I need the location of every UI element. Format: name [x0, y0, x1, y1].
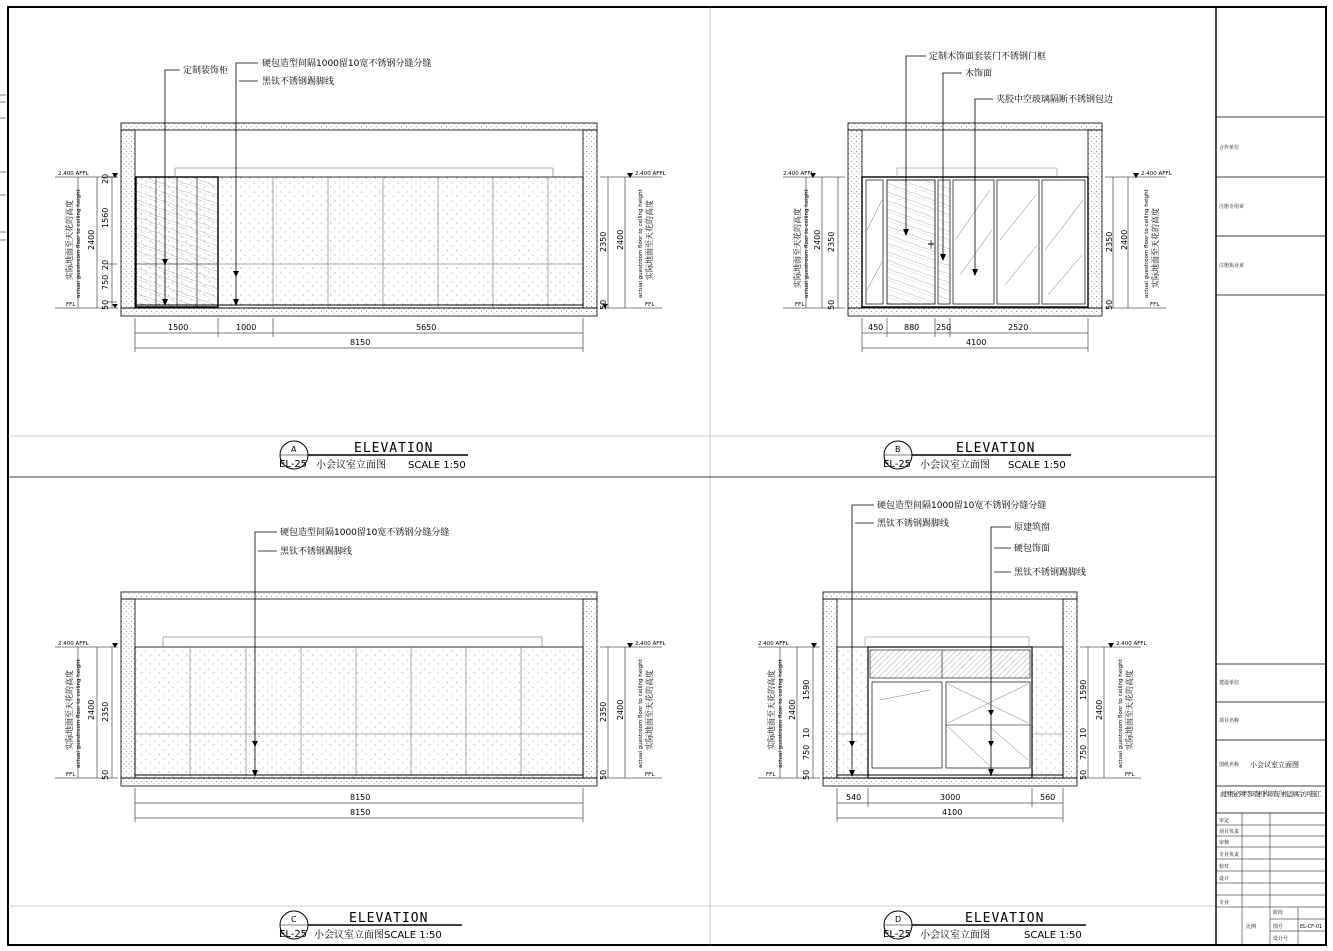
dim-d-l2: 10 [802, 727, 811, 738]
callout-a-1: 定制装饰柜 [183, 66, 229, 76]
callout-c-2: 黑钛不锈钢踢脚线 [280, 547, 353, 557]
dim-a-r-total: 2400 [616, 229, 625, 250]
callout-d-1: 硬包造型间隔1000留10宽不锈钢分缝分缝 [877, 501, 1047, 511]
tb-role-review: 审核 [1219, 840, 1230, 846]
tb-drawing-no-label: 图号 [1273, 924, 1284, 930]
subtitle-c: 小会议室立面图SCALE 1:50 [314, 930, 442, 941]
marker-d-ref: EL-25 [883, 929, 912, 940]
ffl-a-left: FFL [66, 302, 76, 308]
subtitle-b: 小会议室立面图 [920, 460, 990, 471]
ffl-d-right: FFL [1125, 772, 1135, 778]
callout-d-2: 黑钛不锈钢踢脚线 [877, 519, 950, 529]
dim-c-r2: 50 [599, 769, 608, 780]
callout-d-4: 硬包饰面 [1014, 544, 1051, 554]
side-note-cn-d-r: 实际地面至天花的高度 [1125, 670, 1134, 750]
dim-b-r-total: 2400 [1120, 229, 1129, 250]
dim-d-r4: 50 [1079, 769, 1088, 780]
marker-b-ref: EL-25 [883, 459, 912, 470]
subtitle-d: 小会议室立面图 [920, 930, 990, 941]
dim-d-r-total: 2400 [1095, 699, 1104, 720]
dim-a-b3: 5650 [416, 323, 437, 332]
level-top-c-left: 2.400 AFFL [58, 641, 89, 647]
side-note-cn-b-r: 实际地面至天花的高度 [1151, 208, 1160, 288]
dim-a-l3: 20 [101, 259, 110, 270]
level-top-b-left: 2.400 AFFL [783, 171, 814, 177]
marker-c-id: C [291, 915, 297, 924]
level-top-b-right: 2.400 AFFL [1141, 171, 1172, 177]
dim-b-b3: 250 [936, 323, 952, 332]
dim-c-total: 8150 [350, 808, 371, 817]
marker-a-id: A [291, 445, 297, 454]
dim-a-l5: 50 [101, 299, 110, 310]
dim-d-total: 4100 [942, 808, 963, 817]
height-total-d: 2400 [788, 699, 797, 720]
tb-cooperating-unit: 合作单位 [1219, 145, 1240, 151]
dim-d-r2: 10 [1079, 727, 1088, 738]
scale-d: SCALE 1:50 [1024, 930, 1082, 941]
dim-b-total: 4100 [966, 338, 987, 347]
tb-drawing-no: EL-CF-01 [1300, 924, 1323, 930]
tb-drawing-name: 小会议室立面图 [1250, 761, 1299, 769]
dim-b-b1: 450 [868, 323, 884, 332]
dim-a-l4: 750 [101, 274, 110, 290]
level-top-c-right: 2.400 AFFL [635, 641, 666, 647]
level-top-d-right: 2.400 AFFL [1116, 641, 1147, 647]
level-top-a-left: 2.400 AFFL [58, 171, 89, 177]
tb-client: 建设单位 [1219, 680, 1240, 686]
dim-d-b3: 560 [1040, 793, 1056, 802]
side-note-cn-c: 实际地面至天花的高度 [65, 670, 74, 750]
elevation-c [55, 526, 667, 941]
dim-c-r1: 2350 [599, 701, 608, 722]
ffl-b-left: FFL [795, 302, 805, 308]
dim-b-b4: 2520 [1008, 323, 1029, 332]
elevation-b [783, 50, 1173, 471]
title-block [1216, 117, 1326, 945]
tb-registered-seal: 注册专用章 [1219, 204, 1245, 210]
side-note-en-d: actual guestroom floor to ceiling height [778, 659, 784, 768]
tb-role-discipline: 专业 [1219, 900, 1230, 906]
dim-a-r1: 2350 [599, 231, 608, 252]
side-note-en-a: actual guestroom floor to ceiling height [76, 189, 82, 298]
callout-b-2: 木饰面 [965, 69, 993, 79]
title-d: ELEVATION [965, 911, 1045, 926]
dim-b-l1: 2350 [827, 231, 836, 252]
tb-project-name: 项目名称 [1219, 718, 1240, 724]
dim-b-l2: 50 [827, 299, 836, 310]
subtitle-a: 小会议室立面图 [316, 460, 386, 471]
callout-b-3: 夹胶中空玻璃隔断不锈钢包边 [996, 95, 1114, 105]
tb-drawing-name-label: 图纸名称 [1219, 762, 1240, 768]
side-note-cn-d: 实际地面至天花的高度 [767, 670, 776, 750]
dim-d-b2: 3000 [940, 793, 961, 802]
ffl-b-right: FFL [1150, 302, 1160, 308]
dim-d-l4: 50 [802, 769, 811, 780]
scale-a: SCALE 1:50 [408, 460, 466, 471]
height-total-a: 2400 [87, 229, 96, 250]
callout-a-3: 黑钛不锈钢踢脚线 [262, 77, 335, 87]
tb-stage-label: 阶段 [1273, 910, 1284, 916]
title-a: ELEVATION [354, 441, 434, 456]
callout-d-5: 黑钛不锈钢踢脚线 [1014, 568, 1087, 578]
dim-b-r2: 50 [1105, 299, 1114, 310]
dim-a-l1: 20 [101, 173, 110, 184]
side-note-cn-c-r: 实际地面至天花的高度 [645, 670, 654, 750]
callout-c-1: 硬包造型间隔1000留10宽不锈钢分缝分缝 [280, 528, 450, 538]
dim-d-r3: 750 [1079, 744, 1088, 760]
tb-role-approve: 审定 [1219, 818, 1230, 824]
side-note-cn-a-r: 实际地面至天花的高度 [645, 200, 654, 280]
side-note-en-a-r: actual guestroom floor to ceiling height [638, 189, 644, 298]
dim-a-total: 8150 [350, 338, 371, 347]
dim-d-r1: 1590 [1079, 679, 1088, 700]
dim-a-b1: 1500 [168, 323, 189, 332]
side-note-en-c-r: actual guestroom floor to ceiling height [638, 659, 644, 768]
marker-d-id: D [895, 915, 902, 924]
dim-a-b2: 1000 [236, 323, 257, 332]
callout-d-3: 原建筑窗 [1014, 523, 1051, 533]
ffl-a-right: FFL [645, 302, 655, 308]
marker-b-id: B [895, 445, 901, 454]
ffl-c-left: FFL [66, 772, 76, 778]
ffl-d-left: FFL [766, 772, 776, 778]
side-note-en-b-r: actual guestroom floor to ceiling height [1144, 189, 1150, 298]
side-note-cn-b: 实际地面至天花的高度 [793, 208, 802, 288]
elevation-a [55, 57, 667, 471]
tb-role-check: 校对 [1219, 864, 1230, 870]
side-note-en-b: actual guestroom floor to ceiling height [804, 189, 810, 298]
marker-c-ref: EL-25 [279, 929, 308, 940]
dim-b-b2: 880 [904, 323, 920, 332]
height-total-c: 2400 [87, 699, 96, 720]
callout-a-2: 硬包造型间隔1000留10宽不锈钢分缝分缝 [262, 59, 432, 69]
title-c: ELEVATION [349, 911, 429, 926]
tb-designer-no-label: 设计号 [1273, 936, 1289, 942]
dim-b-r1: 2350 [1105, 231, 1114, 252]
ffl-c-right: FFL [645, 772, 655, 778]
dim-a-l2: 1560 [101, 207, 110, 228]
dim-d-b1: 540 [846, 793, 862, 802]
dim-a-r2: 50 [599, 299, 608, 310]
dim-c-b1: 8150 [350, 793, 371, 802]
side-note-en-d-r: actual guestroom floor to ceiling height [1118, 659, 1124, 768]
tb-scale-label: 比例 [1246, 924, 1257, 930]
title-b: ELEVATION [956, 441, 1036, 456]
dim-c-l2: 50 [101, 769, 110, 780]
tb-role-design: 设计 [1219, 876, 1230, 882]
level-top-d-left: 2.400 AFFL [758, 641, 789, 647]
tb-notice: 此图纸必须经审查机构审查合格盖章后方可施工 [1220, 790, 1322, 798]
dim-c-r-total: 2400 [616, 699, 625, 720]
dim-d-l3: 750 [802, 744, 811, 760]
dim-d-l1: 1590 [802, 679, 811, 700]
tb-role-discipline-lead: 专业负责 [1219, 852, 1240, 858]
side-note-en-c: actual guestroom floor to ceiling height [76, 659, 82, 768]
tb-role-project-lead: 项目负责 [1219, 829, 1240, 835]
marker-a-ref: EL-25 [279, 459, 308, 470]
tb-practice-seal: 注册执业章 [1219, 263, 1245, 269]
scale-b: SCALE 1:50 [1008, 460, 1066, 471]
callout-b-1: 定制木饰面套装门不锈钢门框 [929, 52, 1047, 62]
elevation-d [758, 499, 1148, 941]
side-note-cn-a: 实际地面至天花的高度 [65, 200, 74, 280]
level-top-a-right: 2.400 AFFL [635, 171, 666, 177]
height-total-b: 2400 [813, 229, 822, 250]
dim-c-l1: 2350 [101, 701, 110, 722]
